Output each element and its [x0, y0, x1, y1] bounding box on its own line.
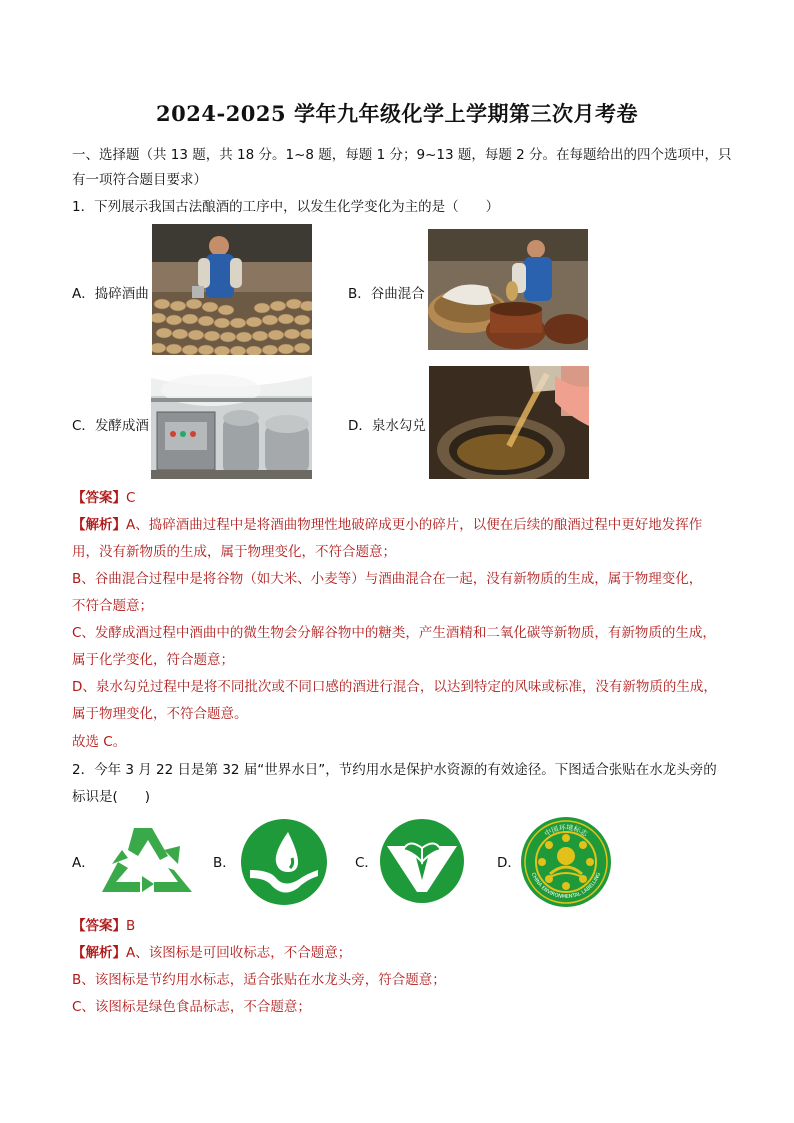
q1-photo-c-fermentation — [151, 366, 312, 479]
option-letter: A． — [72, 286, 95, 302]
option-letter: C． — [72, 418, 95, 434]
option-letter: B． — [348, 286, 371, 302]
analysis-tag: 【解析】 — [72, 517, 126, 533]
q1-analysis-line1 — [72, 516, 727, 534]
q1-analysis-line3: B、谷曲混合过程中是将谷物（如大米、小麦等）与酒曲混合在一起，没有新物质的生成，属于物理变化， — [72, 571, 703, 587]
q2-option-d-letter: D． — [497, 855, 521, 871]
analysis-text: A、该图标是可回收标志，不合题意； — [126, 945, 352, 961]
section-instructions-line2: 有一项符合题目要求） — [72, 172, 207, 188]
q1-conclusion: 故选 C。 — [72, 734, 127, 750]
q1-option-b — [348, 282, 425, 302]
answer-tag: 【答案】 — [72, 918, 126, 934]
q1-answer — [72, 489, 727, 507]
option-letter: D． — [348, 418, 372, 434]
q1-analysis-line6: 属于化学变化，符合题意； — [72, 652, 234, 668]
q1-analysis-line5: C、发酵成酒过程中酒曲中的微生物会分解谷物中的糖类，产生酒精和二氧化碳等新物质，有新物质的生成， — [72, 625, 716, 641]
q2-stem-line2: 标识是( ) — [72, 789, 151, 805]
q1-photo-b-grain-mixing — [428, 229, 588, 350]
q2-option-c-letter: C． — [355, 855, 378, 871]
q2-analysis-line3: C、该图标是绿色食品标志，不合题意； — [72, 999, 311, 1015]
option-text: 泉水勾兑 — [371, 418, 426, 434]
analysis-text: A、捣碎酒曲过程中是将酒曲物理性地破碎成更小的碎片，以便在后续的酿酒过程中更好地发挥作 — [126, 517, 703, 533]
q1-option-d — [348, 414, 426, 434]
answer-tag: 【答案】 — [72, 490, 126, 506]
section-instructions-line1: 一、选择题（共 13 题，共 18 分。1~8 题，每题 1 分；9~13 题，每题 2 分。在每题给出的四个选项中，只 — [72, 147, 732, 163]
q2-analysis-line2: B、该图标是节约用水标志，适合张贴在水龙头旁，符合题意； — [72, 972, 446, 988]
q1-stem: 1．下列展示我国古法酿酒的工序中，以发生化学变化为主的是（ ） — [72, 199, 500, 215]
green-food-icon — [379, 818, 465, 908]
option-text: 捣碎酒曲 — [94, 286, 149, 302]
q1-photo-d-blending — [429, 366, 589, 479]
q1-option-c — [72, 414, 149, 434]
q1-option-a — [72, 282, 149, 302]
q1-analysis-line2: 用，没有新物质的生成，属于物理变化，不符合题意； — [72, 544, 396, 560]
analysis-tag: 【解析】 — [72, 945, 126, 961]
q2-stem-line1: 2．今年 3 月 22 日是第 32 届“世界水日”，节约用水是保护水资源的有效途径。下图适合张贴在水龙头旁的 — [72, 762, 717, 778]
q2-analysis-line1 — [72, 944, 727, 962]
answer-value: B — [126, 918, 136, 934]
water-saving-icon — [240, 818, 328, 910]
q1-analysis-line7: D、泉水勾兑过程中是将不同批次或不同口感的酒进行混合，以达到特定的风味或标准，没有新物质的生成， — [72, 679, 717, 695]
q2-answer — [72, 917, 727, 935]
q1-photo-a-crushing-yeast — [152, 224, 312, 355]
option-text: 发酵成酒 — [94, 418, 149, 434]
q2-option-a-letter: A． — [72, 855, 95, 871]
environmental-label-icon — [520, 816, 612, 912]
answer-value: C — [126, 490, 136, 506]
env-label-top-text: 中国环境标志 — [543, 823, 589, 839]
env-label-bottom-text: CHINA ENVIRONMENTAL LABELLING — [529, 871, 603, 901]
recycle-icon — [94, 820, 198, 904]
q2-option-b-letter: B． — [213, 855, 236, 871]
q1-analysis-line8: 属于物理变化，不符合题意。 — [72, 706, 248, 722]
q1-analysis-line4: 不符合题意； — [72, 598, 153, 614]
exam-title: 2024-2025 学年九年级化学上学期第三次月考卷 — [156, 101, 638, 126]
option-text: 谷曲混合 — [370, 286, 425, 302]
